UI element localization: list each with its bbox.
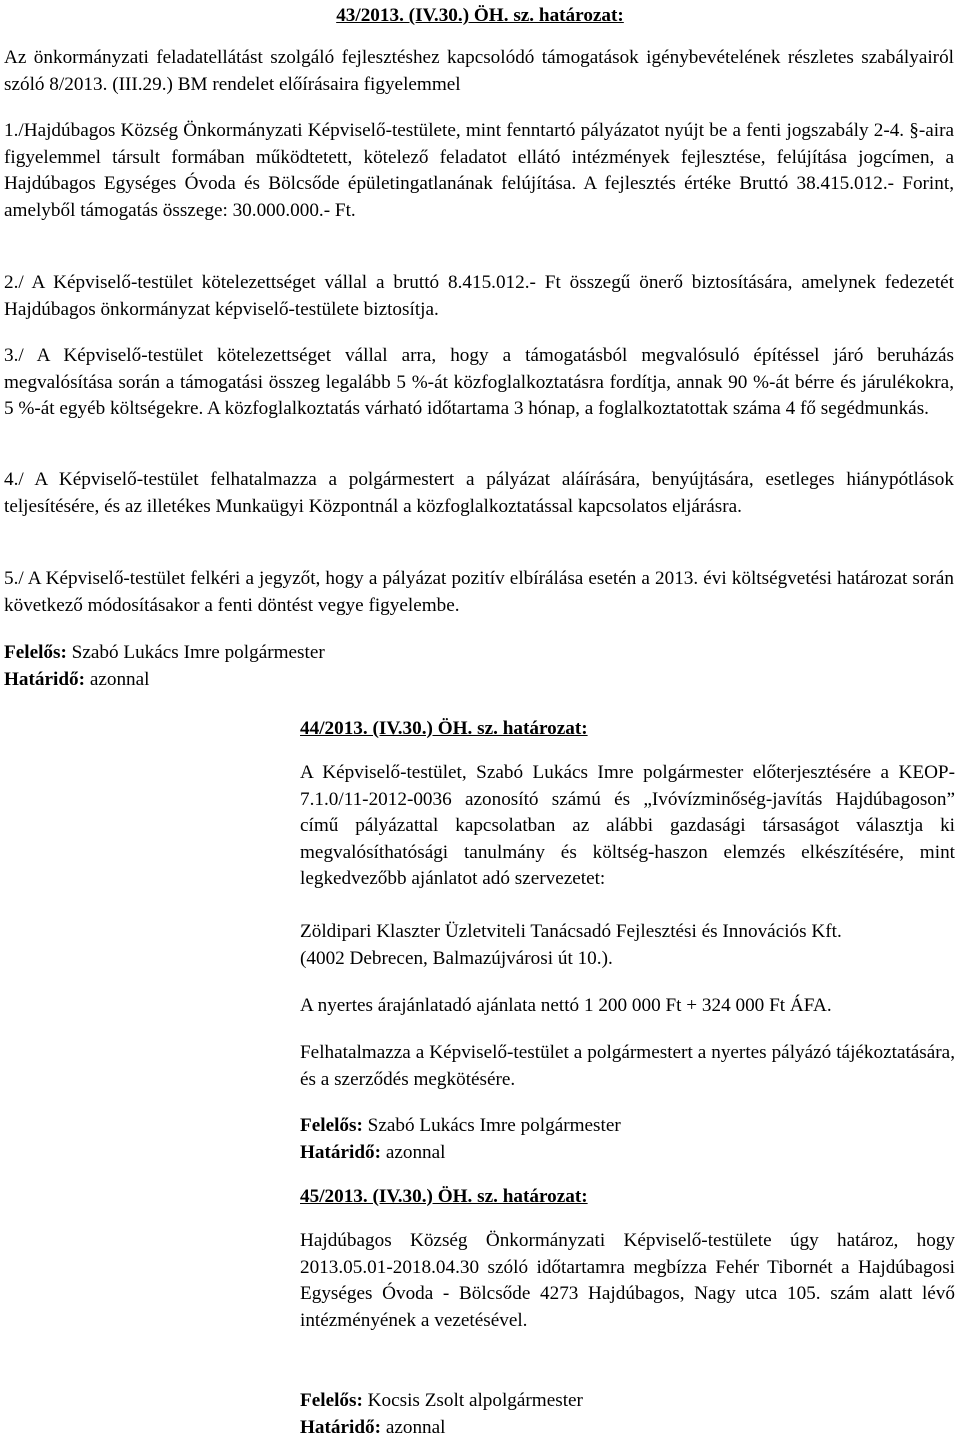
responsible-value: Szabó Lukács Imre polgármester	[66, 642, 325, 663]
responsible-line	[300, 1388, 955, 1415]
responsible-value: Szabó Lukács Imre polgármester	[362, 1115, 621, 1136]
resolution-44-responsible	[300, 1113, 955, 1166]
resolution-45-heading: 45/2013. (IV.30.) ÖH. sz. határozat:	[300, 1186, 588, 1207]
resolution-43-point-3	[4, 343, 954, 423]
responsible-label: Felelős:	[4, 642, 67, 663]
deadline-line	[300, 1140, 955, 1167]
deadline-line	[300, 1415, 955, 1441]
resolution-43-heading: 43/2013. (IV.30.) ÖH. sz. határozat:	[336, 5, 624, 26]
resolution-44-authorization	[300, 1040, 955, 1093]
resolution-44-paragraph: A Képviselő-testület, Szabó Lukács Imre polgármester előterjesztésére a KEOP-7.1.0/11-2012-0036 azonosító számú és „Ivóvízminőség-javítás Hajdúbagoson” című pályázattal kapcsolatban az alábbi gazdasági társaságot választja ki megvalósíthatósági tanulmány és költség-haszon elemzés elkészítésére, mint legkedvezőbb ajánlatot adó szervezetet:	[300, 762, 955, 890]
point-3-paragraph: 3./ A Képviselő-testület kötelezettséget vállal arra, hogy a támogatásból megvalósuló építéssel járó beruházás megvalósítása során a támogatási összeg legalább 5 %-át közfoglalkoztatásra fordítja, annak 90 %-át bérre és járulékokra, 5 %-át egyéb költségekre. A közfoglalkoztatás várható időtartama 3 hónap, a foglalkoztatottak száma 4 fő segédmunkás.	[4, 345, 954, 420]
resolution-44-body	[300, 760, 955, 893]
offer-line: A nyertes árajánlatadó ajánlata nettó 1 200 000 Ft + 324 000 Ft ÁFA.	[300, 995, 832, 1016]
resolution-43-point-4	[4, 467, 954, 520]
resolution-45-body	[300, 1228, 955, 1334]
responsible-label: Felelős:	[300, 1115, 363, 1136]
resolution-45-paragraph: Hajdúbagos Község Önkormányzati Képviselő-testülete úgy határoz, hogy 2013.05.01-2018.04.30 szóló időtartamra megbízza Fehér Tibornét a Hajdúbagosi Egységes Óvoda - Bölcsőde 4273 Hajdúbagos, Nagy utca 105. szám alatt lévő intézményének a vezetésével.	[300, 1230, 955, 1331]
resolution-43-responsible	[4, 640, 954, 693]
deadline-value: azonnal	[381, 1141, 446, 1163]
responsible-value: Kocsis Zsolt alpolgármester	[362, 1390, 583, 1411]
resolution-44-heading: 44/2013. (IV.30.) ÖH. sz. határozat:	[300, 718, 588, 739]
point-2-paragraph: 2./ A Képviselő-testület kötelezettséget vállal a bruttó 8.415.012.- Ft összegű önerő biztosítására, amelynek fedezetét Hajdúbagos önkormányzat képviselő-testülete biztosítja.	[4, 272, 954, 320]
resolution-45-responsible	[300, 1388, 955, 1441]
deadline-line	[4, 667, 954, 694]
authorization-paragraph: Felhatalmazza a Képviselő-testület a polgármestert a nyertes pályázó tájékoztatására, és a szerződés megkötésére.	[300, 1042, 955, 1090]
point-5-paragraph: 5./ A Képviselő-testület felkéri a jegyzőt, hogy a pályázat pozitív elbírálása esetén a 2013. évi költségvetési határozat során következő módosításakor a fenti döntést vegye figyelembe.	[4, 568, 954, 616]
resolution-44-offer	[300, 993, 955, 1020]
resolution-43-point-5	[4, 566, 954, 619]
company-name-line: Zöldipari Klaszter Üzletviteli Tanácsadó Fejlesztési és Innovációs Kft.	[300, 921, 842, 942]
responsible-line	[4, 640, 954, 667]
point-1-paragraph: 1./Hajdúbagos Község Önkormányzati Képviselő-testülete, mint fenntartó pályázatot nyújt be a fenti jogszabály 2-4. §-aira figyelemmel társult formában működtetett, kötelező feladatot ellátó intézmények fejlesztése, felújítása jogcímen, a Hajdúbagos Egységes Óvoda és Bölcsőde épületingatlanának felújítása. A fejlesztés értéke Bruttó 38.415.012.- Forint, amelyből támogatás összege: 30.000.000.- Ft.	[4, 120, 954, 221]
deadline-value: azonnal	[381, 1416, 446, 1438]
resolution-44-company	[300, 919, 955, 972]
responsible-line	[300, 1113, 955, 1140]
resolution-43-point-1	[4, 118, 954, 224]
deadline-label: Határidő:	[4, 668, 86, 690]
company-address-line: (4002 Debrecen, Balmazújvárosi út 10.).	[300, 947, 613, 969]
deadline-label: Határidő:	[300, 1416, 382, 1438]
responsible-label: Felelős:	[300, 1390, 363, 1411]
point-4-paragraph: 4./ A Képviselő-testület felhatalmazza a polgármestert a pályázat aláírására, benyújtására, esetleges hiánypótlások teljesítésére, és az illetékes Munkaügyi Központnál a közfoglalkoztatással kapcsolatos eljárásra.	[4, 469, 954, 517]
resolution-43-point-2	[4, 270, 954, 323]
intro-paragraph: Az önkormányzati feladatellátást szolgáló fejlesztéshez kapcsolódó támogatások igénybevételének részletes szabályairól szóló 8/2013. (III.29.) BM rendelet előírásaira figyelemmel	[4, 47, 954, 95]
deadline-label: Határidő:	[300, 1141, 382, 1163]
deadline-value: azonnal	[85, 668, 150, 690]
resolution-43-intro	[4, 45, 954, 98]
